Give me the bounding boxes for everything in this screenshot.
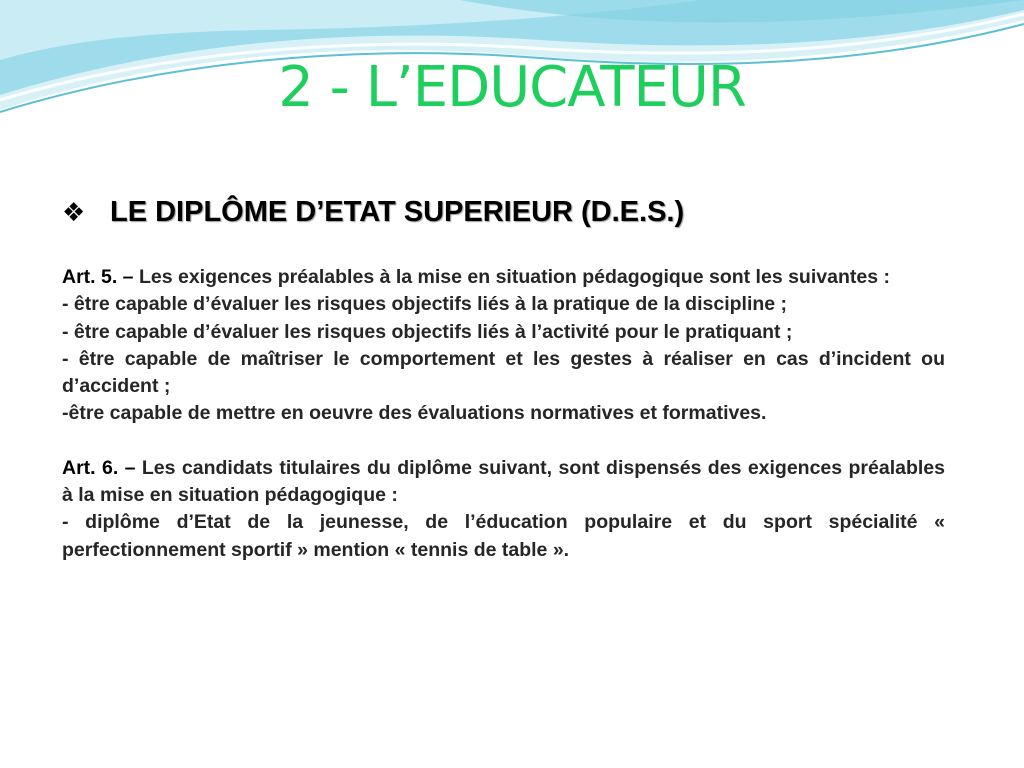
art6-paragraph bbox=[62, 455, 945, 510]
art6-intro: Les candidats titulaires du diplôme suivant, sont dispensés des exigences préalables à la mise en situation pédagogique : bbox=[62, 456, 945, 507]
art5-item: - être capable d’évaluer les risques objectifs liés à la pratique de la discipline ; bbox=[62, 293, 788, 316]
diamond-bullet-icon: ❖ bbox=[62, 196, 86, 227]
art5-item: -être capable de mettre en oeuvre des évaluations normatives et formatives. bbox=[62, 402, 767, 425]
slide-body bbox=[62, 264, 945, 564]
art5-item: - être capable de maîtriser le comportement et les gestes à réaliser en cas d’incident ou d’accident ; bbox=[62, 347, 945, 398]
slide-title: 2 - L’EDUCATEUR bbox=[278, 55, 746, 120]
art5-item: - être capable d’évaluer les risques objectifs liés à l’activité pour le pratiquant ; bbox=[62, 320, 793, 343]
section-heading-text: LE DIPLÔME D’ETAT SUPERIEUR (D.E.S.) bbox=[110, 195, 685, 228]
art6-item: - diplôme d’Etat de la jeunesse, de l’éducation populaire et du sport spécialité « perfectionnement sportif » mention « tennis de table ». bbox=[62, 511, 945, 561]
art5-paragraph bbox=[62, 264, 945, 291]
art5-label: Art. 5. – bbox=[62, 266, 134, 288]
section-heading bbox=[62, 190, 962, 234]
art5-intro: Les exigences préalables à la mise en situation pédagogique sont les suivantes : bbox=[133, 266, 890, 288]
art6-label: Art. 6. – bbox=[62, 456, 136, 479]
